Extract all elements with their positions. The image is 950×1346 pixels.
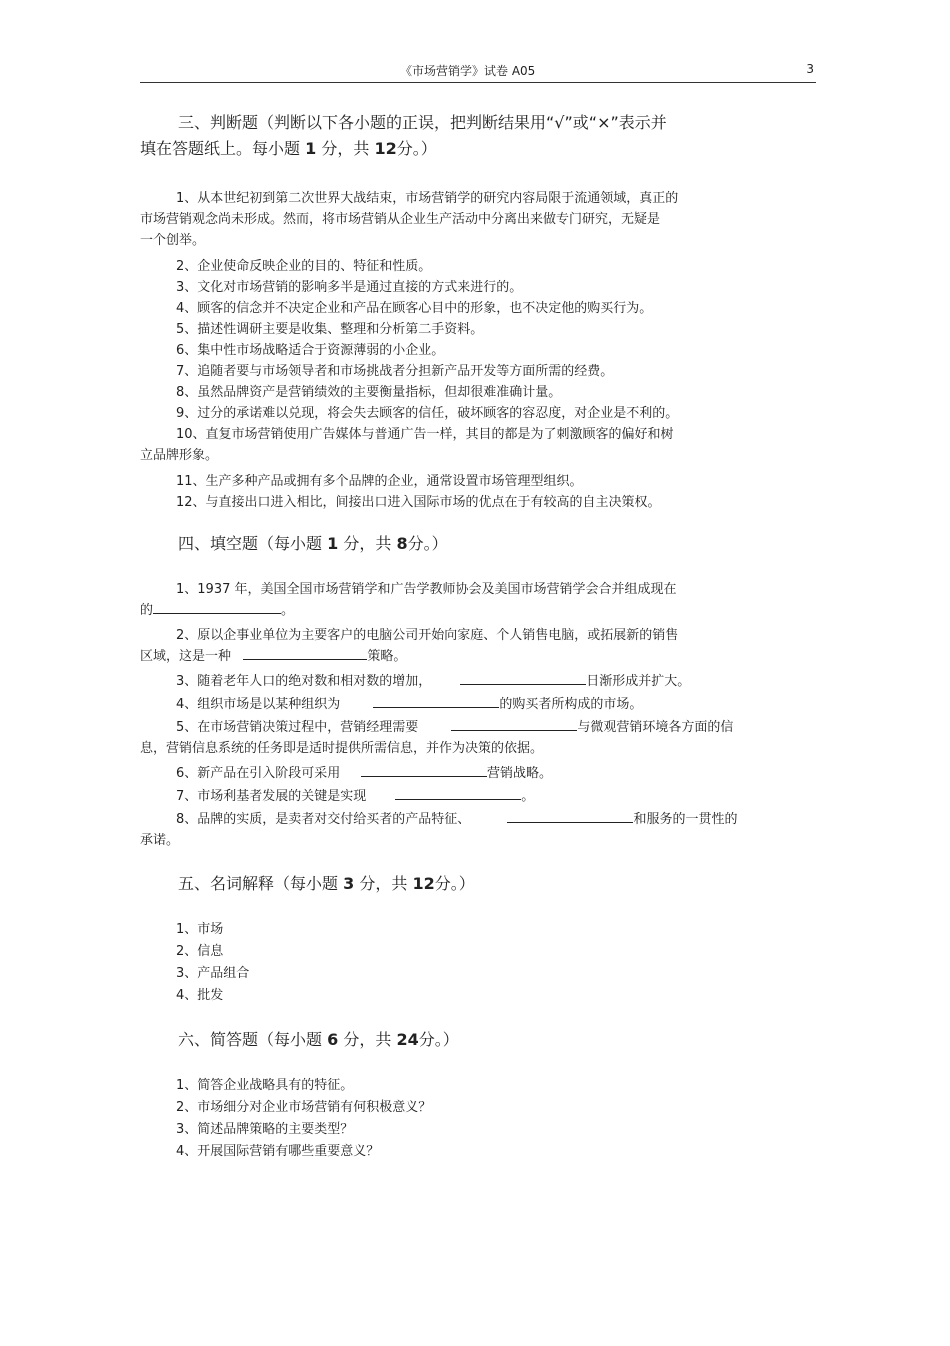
section-6-items bbox=[140, 1075, 816, 1163]
list-item: 7、市场利基者发展的关键是实现 。 bbox=[140, 786, 816, 807]
list-item: 4、批发 bbox=[176, 988, 224, 1003]
section-5-title: 五、名词解释（每小题 3 分，共 12分。） bbox=[178, 874, 475, 893]
list-item-cont: 立品牌形象。 bbox=[140, 448, 219, 463]
list-item: 2、企业使命反映企业的目的、特征和性质。 bbox=[176, 259, 432, 274]
list-item: 5、在市场营销决策过程中，营销经理需要 与微观营销环境各方面的信 bbox=[140, 717, 816, 738]
list-item-cont: 承诺。 bbox=[140, 833, 180, 848]
list-item: 5、描述性调研主要是收集、整理和分析第二手资料。 bbox=[176, 322, 484, 337]
answer-blank[interactable] bbox=[451, 717, 577, 731]
list-item: 7、追随者要与市场领导者和市场挑战者分担新产品开发等方面所需的经费。 bbox=[176, 364, 614, 379]
list-item: 2、信息 bbox=[176, 944, 224, 959]
list-item: 4、组织市场是以某种组织为 的购买者所构成的市场。 bbox=[140, 694, 816, 715]
section-4-items bbox=[140, 579, 816, 851]
section-5-items bbox=[140, 919, 816, 1007]
list-item: 4、顾客的信念并不决定企业和产品在顾客心目中的形象，也不决定他的购买行为。 bbox=[176, 301, 653, 316]
header-title: 《市场营销学》试卷 A05 bbox=[400, 64, 536, 78]
exam-content bbox=[140, 110, 816, 1163]
list-item: 1、1937 年，美国全国市场营销学和广告学教师协会及美国市场营销学会合并组成现在 bbox=[176, 582, 677, 597]
list-item: 3、简述品牌策略的主要类型？ bbox=[176, 1122, 354, 1137]
list-item: 2、市场细分对企业市场营销有何积极意义？ bbox=[176, 1100, 432, 1115]
list-item-cont: 的 。 bbox=[140, 600, 816, 621]
answer-blank[interactable] bbox=[460, 671, 586, 685]
answer-blank[interactable] bbox=[395, 786, 521, 800]
page-header bbox=[140, 60, 816, 83]
list-item: 6、集中性市场战略适合于资源薄弱的小企业。 bbox=[176, 343, 445, 358]
answer-blank[interactable] bbox=[153, 600, 281, 614]
list-item: 1、市场 bbox=[176, 922, 224, 937]
list-item-cont: 市场营销观念尚未形成。然而，将市场营销从企业生产活动中分离出来做专门研究，无疑是 bbox=[140, 212, 661, 227]
list-item: 8、虽然品牌资产是营销绩效的主要衡量指标，但却很难准确计量。 bbox=[176, 385, 562, 400]
list-item: 12、与直接出口进入相比，间接出口进入国际市场的优点在于有较高的自主决策权。 bbox=[176, 495, 661, 510]
list-item: 3、产品组合 bbox=[176, 966, 250, 981]
list-item: 10、直复市场营销使用广告媒体与普通广告一样，其目的都是为了刺激顾客的偏好和树 bbox=[176, 427, 674, 442]
section-3-items bbox=[140, 188, 816, 513]
list-item: 2、原以企事业单位为主要客户的电脑公司开始向家庭、个人销售电脑，或拓展新的销售 bbox=[176, 628, 679, 643]
section-6-title: 六、简答题（每小题 6 分，共 24分。） bbox=[178, 1030, 459, 1049]
answer-blank[interactable] bbox=[361, 763, 487, 777]
list-item-cont: 一个创举。 bbox=[140, 233, 206, 248]
section-3-title-cont: 填在答题纸上。每小题 1 分，共 12分。） bbox=[140, 139, 437, 158]
list-item: 8、品牌的实质，是卖者对交付给买者的产品特征、 和服务的一贯性的 bbox=[140, 809, 816, 830]
section-4-title: 四、填空题（每小题 1 分，共 8分。） bbox=[178, 534, 448, 553]
section-3-title: 三、判断题（判断以下各小题的正误，把判断结果用“√”或“×”表示并 bbox=[178, 113, 667, 132]
answer-blank[interactable] bbox=[243, 646, 367, 660]
list-item-cont: 息，营销信息系统的任务即是适时提供所需信息，并作为决策的依据。 bbox=[140, 741, 544, 756]
list-item: 1、简答企业战略具有的特征。 bbox=[176, 1078, 354, 1093]
list-item: 1、从本世纪初到第二次世界大战结束，市场营销学的研究内容局限于流通领域，真正的 bbox=[176, 191, 679, 206]
list-item: 6、新产品在引入阶段可采用 营销战略。 bbox=[140, 763, 816, 784]
list-item-cont: 区域，这是一种 策略。 bbox=[140, 646, 816, 667]
page-number: 3 bbox=[806, 62, 814, 76]
list-item: 11、生产多种产品或拥有多个品牌的企业，通常设置市场管理型组织。 bbox=[176, 474, 583, 489]
list-item: 4、开展国际营销有哪些重要意义？ bbox=[176, 1144, 380, 1159]
list-item: 3、文化对市场营销的影响多半是通过直接的方式来进行的。 bbox=[176, 280, 523, 295]
list-item: 3、随着老年人口的绝对数和相对数的增加， 日渐形成并扩大。 bbox=[140, 671, 816, 692]
answer-blank[interactable] bbox=[373, 694, 499, 708]
list-item: 9、过分的承诺难以兑现，将会失去顾客的信任，破坏顾客的容忍度，对企业是不利的。 bbox=[176, 406, 679, 421]
answer-blank[interactable] bbox=[507, 809, 633, 823]
